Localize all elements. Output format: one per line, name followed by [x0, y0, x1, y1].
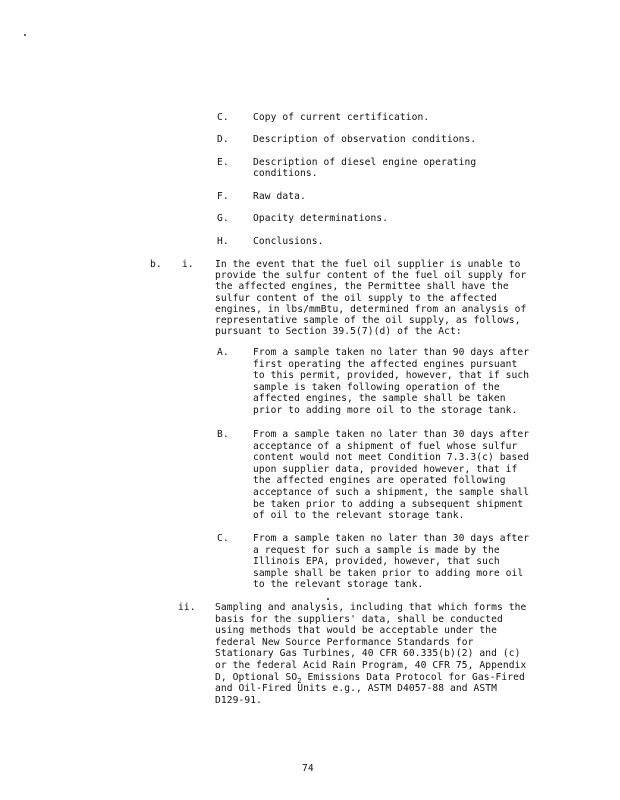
paragraph-line: pursuant to Section 39.5(7)(d) of the Act:: [215, 326, 462, 338]
paragraph-line: Sampling and analysis, including that which forms the: [215, 602, 527, 613]
item-line: sample is taken following operation of the: [253, 381, 500, 393]
item-line: content would not meet Condition 7.3.3(c) based: [253, 452, 530, 464]
item-line: upon supplier data, provided however, that if: [253, 463, 518, 475]
item-line: to the relevant storage tank.: [253, 579, 424, 591]
item-label: F.: [217, 191, 229, 202]
item-label: D.: [217, 134, 229, 145]
item-line: From a sample taken no later than 30 days after: [253, 429, 530, 440]
item-label: C.: [217, 112, 229, 123]
scan-mark: [327, 598, 329, 600]
item-line: From a sample taken no later than 30 days after: [253, 533, 530, 544]
item-text: Conclusions.: [253, 236, 324, 247]
section-label: b.: [150, 259, 162, 270]
paragraph-line: [215, 683, 497, 695]
item-label: A.: [217, 347, 229, 358]
paragraph-line: using methods that would be acceptable under the: [215, 625, 498, 637]
subsection-label: ii.: [178, 602, 196, 613]
item-text: Copy of current certification.: [253, 112, 430, 123]
item-text: Description of diesel engine operating: [253, 157, 477, 168]
subscript: 2: [297, 676, 302, 685]
item-line: sample shall be taken prior to adding more oil: [253, 567, 524, 579]
item-text: Raw data.: [253, 191, 306, 202]
paragraph-line: sulfur content of the oil supply to the affected: [215, 292, 498, 304]
item-line: first operating the affected engines pursuant: [253, 358, 518, 370]
paragraph-line: the affected engines, the Permittee shall have the: [215, 281, 509, 293]
item-line: acceptance of a shipment of fuel whose sulfur: [253, 440, 518, 452]
item-label: C.: [217, 533, 229, 544]
paragraph-line: or the federal Acid Rain Program, 40 CFR 75, Appendix: [215, 660, 527, 671]
item-line: a request for such a sample is made by the: [253, 544, 500, 556]
item-line: the affected engines are operated following: [253, 475, 506, 487]
line-text: D, Optional SO: [215, 671, 298, 683]
item-line: Illinois EPA, provided, however, that such: [253, 556, 500, 568]
paragraph-line: representative sample of the oil supply, as follows,: [215, 315, 521, 326]
paragraph-line: Stationary Gas Turbines, 40 CFR 60.335(b)(2) and (c): [215, 648, 521, 660]
item-line: prior to adding more oil to the storage tank.: [253, 405, 518, 416]
item-label: E.: [217, 157, 229, 168]
paragraph-line: engines, in lbs/mmBtu, determined from an analysis of: [215, 303, 527, 315]
item-label: H.: [217, 236, 229, 247]
line-text: Oil-Fired Units e.g., ASTM D4057-88 and ASTM: [238, 683, 498, 695]
subsection-label: i.: [182, 259, 194, 270]
item-line: acceptance of such a shipment, the sample shall: [253, 487, 530, 498]
item-line: of oil to the relevant storage tank.: [253, 510, 465, 522]
paragraph-line: federal New Source Performance Standards for: [215, 636, 474, 648]
item-label: B.: [217, 429, 229, 440]
item-line: From a sample taken no later than 90 days after: [253, 347, 530, 358]
item-line: to this permit, provided, however, that if such: [253, 370, 530, 382]
scan-mark: [24, 34, 26, 36]
item-label: G.: [217, 213, 229, 224]
paragraph-line: basis for the suppliers' data, shall be conducted: [215, 613, 503, 625]
paragraph-line: D129-91.: [215, 694, 263, 706]
paragraph-line: provide the sulfur content of the fuel oil supply for: [215, 270, 527, 282]
line-text: and: [215, 683, 239, 695]
item-text: Opacity determinations.: [253, 213, 389, 224]
item-text: conditions.: [253, 168, 318, 179]
item-line: affected engines, the sample shall be taken: [253, 393, 506, 405]
paragraph-line: In the event that the fuel oil supplier is unable to: [215, 259, 521, 270]
item-line: be taken prior to adding a subsequent shipment: [253, 498, 524, 510]
line-text: Emissions Data Protocol for Gas-Fired: [301, 671, 525, 683]
page-number: 74: [302, 763, 314, 774]
item-text: Description of observation conditions.: [253, 134, 477, 145]
